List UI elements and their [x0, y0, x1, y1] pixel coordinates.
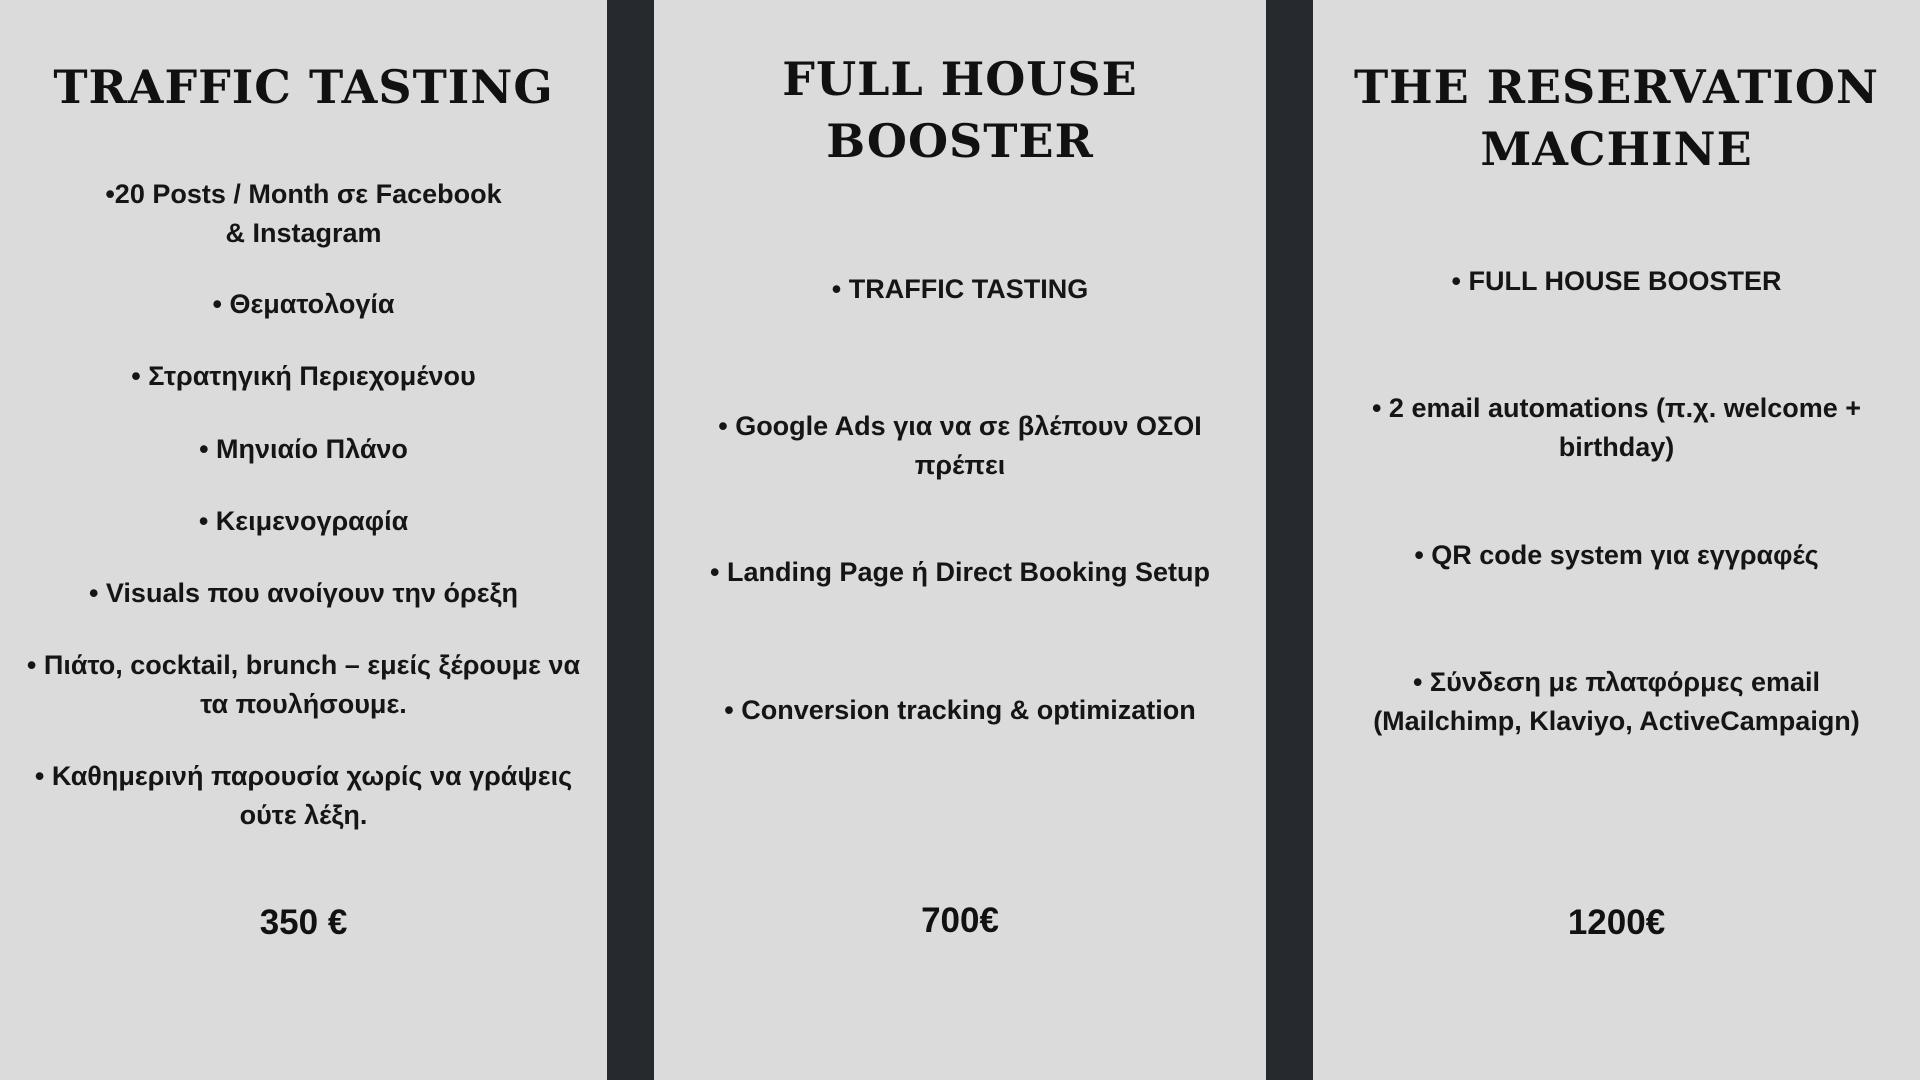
plan-feature: • Conversion tracking & optimization	[724, 695, 1196, 725]
plan-feature: • Landing Page ή Direct Booking Setup	[710, 557, 1210, 587]
plan-feature: • Σύνδεση με πλατφόρμες email (Mailchimp, Klaviyo, ActiveCampaign)	[1373, 667, 1860, 736]
plan-feature: • Θεματολογία	[212, 289, 395, 319]
plan-feature: • FULL HOUSE BOOSTER	[1451, 266, 1782, 296]
plan-title: FULL HOUSE BOOSTER	[782, 52, 1138, 168]
plan-price: 350 €	[259, 903, 348, 942]
plan-feature: • Κειμενογραφία	[198, 506, 409, 536]
plan-card-full-house-booster	[654, 0, 1266, 1080]
plan-feature: • TRAFFIC TASTING	[831, 274, 1089, 304]
plan-price: 700€	[921, 901, 999, 940]
plan-feature: • Μηνιαίο Πλάνο	[199, 434, 408, 464]
plan-feature: • Καθημερινή παρουσία χωρίς να γράψεις ούτε λέξη.	[34, 761, 573, 830]
plan-feature: • Google Ads για να σε βλέπουν ΟΣΟΙ πρέπει	[718, 411, 1202, 480]
plan-feature: • Visuals που ανοίγουν την όρεξη	[88, 578, 519, 608]
plan-title: TRAFFIC TASTING	[53, 60, 554, 114]
plan-title: THE RESERVATION MACHINE	[1353, 60, 1880, 176]
plan-feature: • Στρατηγική Περιεχομένου	[131, 361, 476, 391]
plan-feature: • 2 email automations (π.χ. welcome + birthday)	[1371, 393, 1862, 462]
plan-price: 1200€	[1567, 903, 1666, 942]
plan-feature: • Πιάτο, cocktail, brunch – εμείς ξέρουμε να τα πουλήσουμε.	[26, 650, 581, 719]
plan-feature: •20 Posts / Month σε Facebook & Instagram	[105, 179, 502, 248]
plan-card-reservation-machine	[1313, 0, 1920, 1080]
plan-card-traffic-tasting	[0, 0, 607, 1080]
plan-feature: • QR code system για εγγραφές	[1414, 540, 1819, 570]
